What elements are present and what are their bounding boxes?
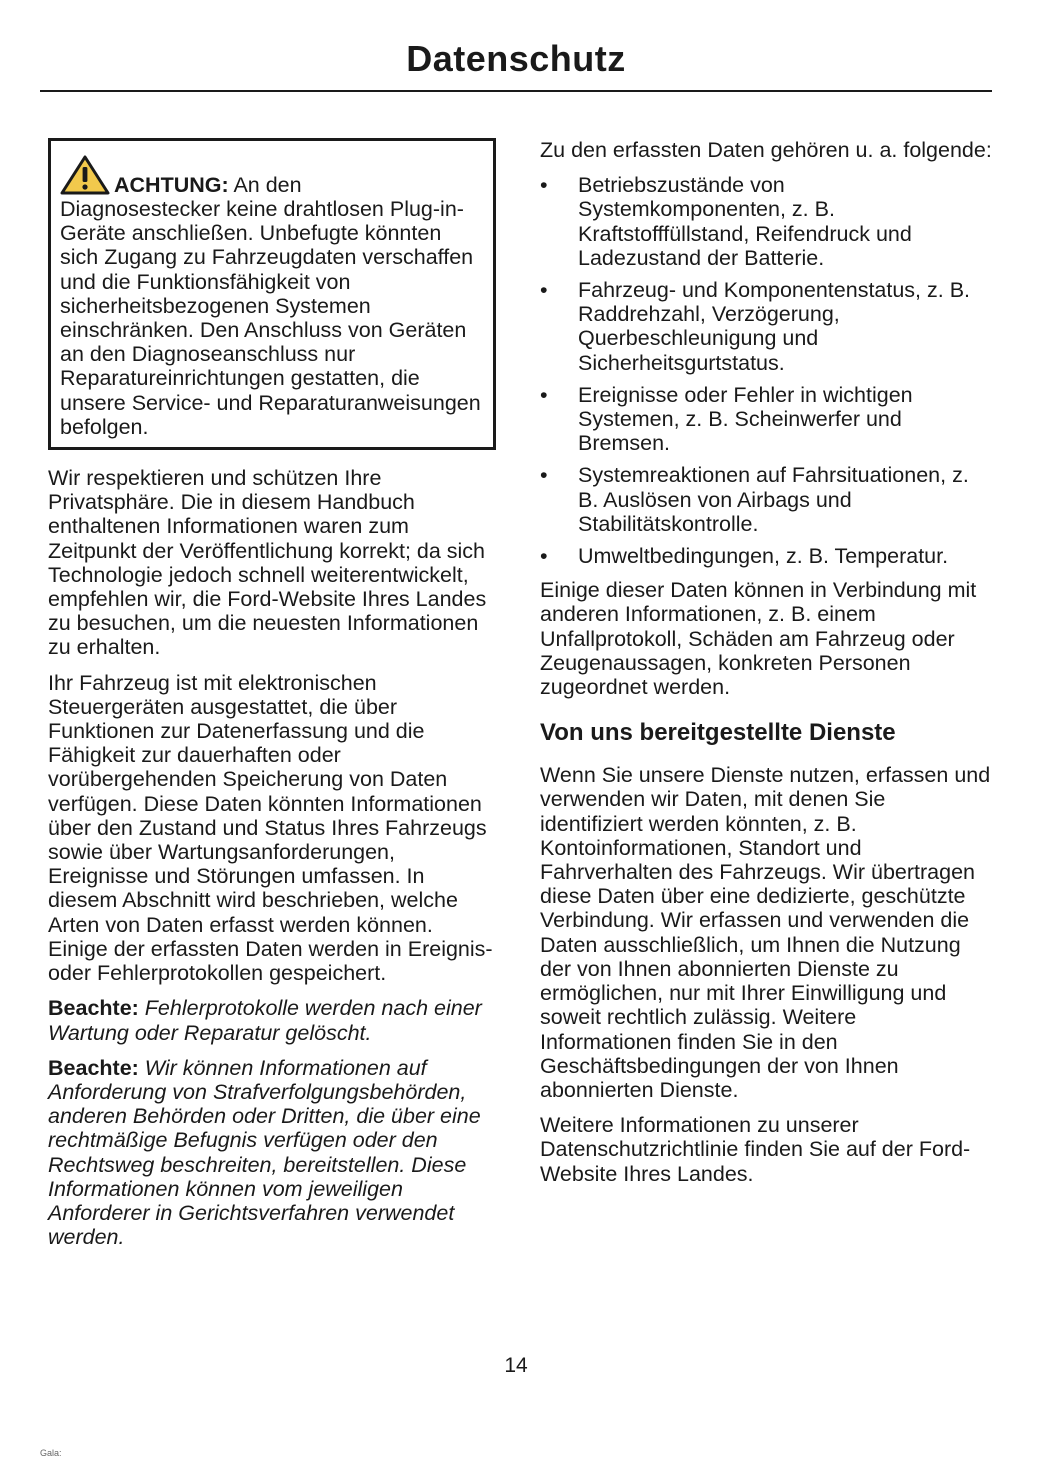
warning-header (60, 155, 484, 197)
note-text: Wir können Informationen auf Anforderung von Strafverfolgungsbehörden, anderen Behörden oder Dritten, die über eine rechtmäßige Befugnis verfügen oder den Rechtsweg beschreiten, bereitstellen. Diese Informationen können vom jeweiligen Anforderer in Gerichtsverfahren verwendet werden. (48, 1055, 481, 1250)
right-column (540, 138, 992, 1197)
bullet: • (540, 463, 548, 488)
privacy-policy-paragraph: Weitere Informationen zu unserer Datenschutzrichtlinie finden Sie auf der Ford-Website Ihres Landes. (540, 1113, 971, 1186)
bullet: • (540, 544, 548, 569)
data-collection-paragraph: Ihr Fahrzeug ist mit elektronischen Steuergeräten ausgestattet, die über Funktionen zur Datenerfassung und die Fähigkeit zur dauerhaften oder vorübergehenden Speicherung von Daten verfügen. Diese Daten könnten Informationen über den Zustand und Status Ihres Fahrzeugs sowie über Wartungsanforderungen, Ereignisse und Störungen umfassen. In diesem Abschnitt wird beschrieben, welche Arten von Daten erfasst werden können. Einige der erfassten Daten werden in Ereignis- oder Fehlerprotokollen gespeichert. (48, 670, 493, 986)
list-item: • Systemreaktionen auf Fahrsituationen, z. B. Auslösen von Airbags und Stabilitätskontrolle. (540, 463, 969, 536)
warning-text: Diagnosestecker keine drahtlosen Plug-in-Geräte anschließen. Unbefugte könnten sich Zugang zu Fahrzeugdaten verschaffen und die Funktionsfähigkeit von sicherheitsbezogenen Systemen einschränken. Den Anschluss von Geräten an den Diagnoseanschluss nur Reparatureinrichtungen gestatten, die unsere Service- und Reparaturanweisungen befolgen. (60, 197, 481, 439)
bullet: • (540, 278, 548, 303)
bullet: • (540, 382, 548, 407)
collected-data-list (540, 173, 992, 568)
note-error-logs (48, 996, 496, 1044)
privacy-paragraph: Wir respektieren und schützen Ihre Privatsphäre. Die in diesem Handbuch enthaltenen Informationen waren zum Zeitpunkt der Veröffentlichung korrekt; da sich Technologie jedoch schnell weiterentwickelt, empfehlen wir, die Ford-Website Ihres Landes zu besuchen, um die neuesten Informationen zu erhalten. (48, 466, 487, 660)
warning-intro: An den (228, 172, 302, 197)
bullet: • (540, 173, 548, 198)
list-item: • Ereignisse oder Fehler in wichtigen Systemen, z. B. Scheinwerfer und Bremsen. (540, 382, 913, 456)
page-number: 14 (504, 1354, 528, 1377)
note-text: Fehlerprotokolle werden nach einer Wartung oder Reparatur gelöscht. (48, 996, 482, 1045)
note-label: Beachte: (48, 996, 139, 1021)
list-item: • Fahrzeug- und Komponentenstatus, z. B. Raddrehzahl, Verzögerung, Querbeschleunigung und Sicherheitsgurtstatus. (540, 278, 971, 375)
note-authorities (48, 1056, 496, 1250)
header-divider (40, 90, 992, 92)
warning-triangle-icon (60, 155, 110, 195)
list-item: • Betriebszustände von Systemkomponenten, z. B. Kraftstofffüllstand, Reifendruck und Ladezustand der Batterie. (540, 173, 912, 270)
personal-data-paragraph: Einige dieser Daten können in Verbindung mit anderen Informationen, z. B. einem Unfallprotokoll, Schäden am Fahrzeug oder Zeugenaussagen, konkreten Personen zugeordnet werden. (540, 578, 977, 700)
list-item: • Umweltbedingungen, z. B. Temperatur. (540, 544, 949, 569)
warning-box (48, 138, 496, 450)
note-label: Beachte: (48, 1055, 139, 1080)
collected-data-intro: Zu den erfassten Daten gehören u. a. folgende: (540, 138, 992, 162)
services-paragraph: Wenn Sie unsere Dienste nutzen, erfassen und verwenden wir Daten, mit denen Sie identifiziert werden könnten, z. B. Kontoinformationen, Standort und Fahrverhalten des Fahrzeugs. Wir übertragen diese Daten über eine dedizierte, geschützte Verbindung. Wir erfassen und verwenden die Daten ausschließlich, um Ihnen die Nutzung der von Ihnen abonnierten Dienste zu ermöglichen, nur mit Ihrer Einwilligung und soweit rechtlich zulässig. Weitere Informationen finden Sie in den Geschäftsbedingungen der von Ihnen abonnierten Dienste. (540, 763, 991, 1102)
footer-mark: Gala: (40, 1448, 62, 1458)
section-heading: Von uns bereitgestellte Dienste (540, 719, 896, 747)
warning-label: ACHTUNG: (114, 172, 229, 197)
page-title: Datenschutz (406, 38, 626, 79)
left-column (48, 138, 496, 1260)
